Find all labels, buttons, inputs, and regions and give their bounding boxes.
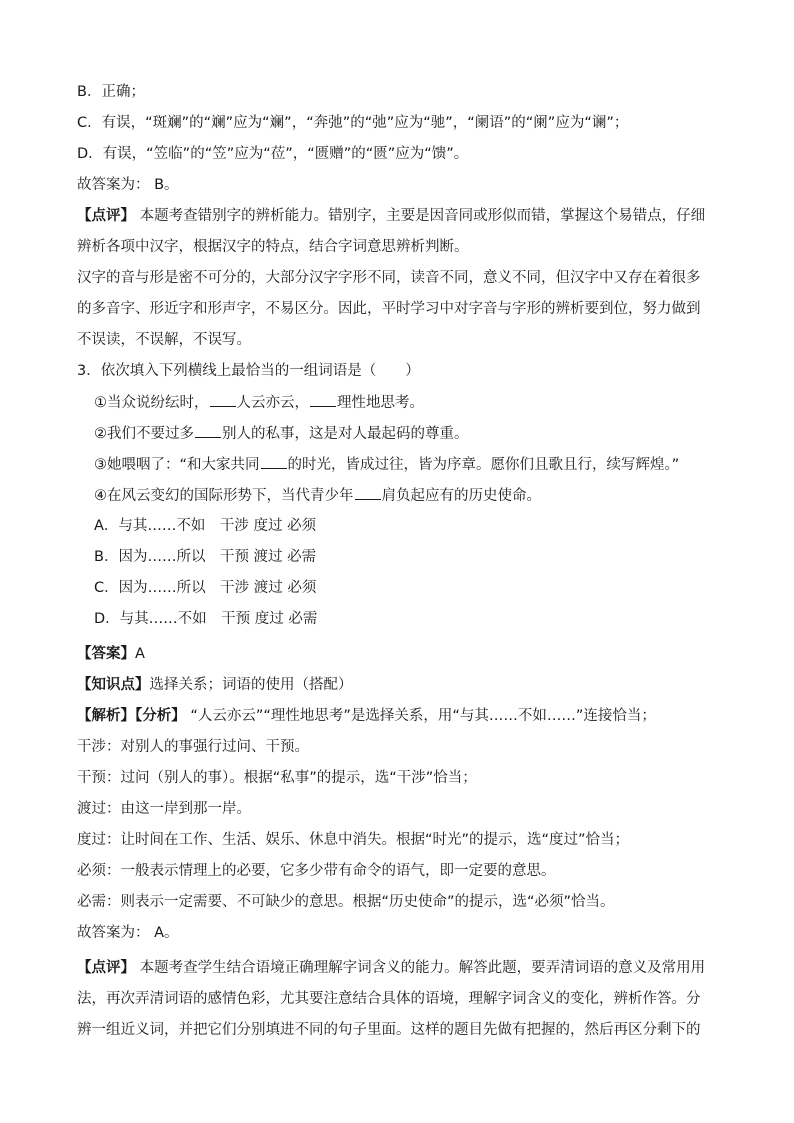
q3-explain-6: 必需：则表示一定需要、不可缺少的意思。根据“历史使命”的提示，选“必须”恰当。 <box>77 894 615 910</box>
q3-option-c: C．因为……所以 干涉 渡过 必须 <box>94 580 317 596</box>
comment-tag: 【点评】 <box>77 960 135 976</box>
q2-comment-line1 <box>77 206 717 226</box>
q2-para-line1: 汉字的音与形是密不可分的，大部分汉字字形不同，读音不同，意义不同，但汉字中又存在着很多 <box>77 270 701 286</box>
sentence-text: ③她喂咽了：“和大家共同 <box>94 457 260 473</box>
blank-line <box>261 454 287 469</box>
q2-option-b: B．正确； <box>77 84 145 100</box>
comment-text: 本题考查错别字的辨析能力。错别字，主要是因音同或形似而错，掌握这个易错点，仔细 <box>135 208 706 224</box>
q3-answer <box>77 644 717 664</box>
sentence-text: ②我们不要过多 <box>94 426 194 442</box>
q3-final-answer: 故答案为： A。 <box>77 925 179 941</box>
blank-line <box>355 485 381 500</box>
q2-para-line2: 的多音字、形近字和形声字，不易区分。因此，平时学习中对字音与字形的辨析要到位，努力做到 <box>77 301 701 317</box>
blank-line <box>210 392 236 407</box>
q3-sentence-2 <box>94 423 734 444</box>
q3-explain-1: 干涉：对别人的事强行过问、干预。 <box>77 739 309 755</box>
knowledge-tag: 【知识点】 <box>77 677 150 693</box>
q3-comment-line2: 法，再次弄清词语的感情色彩，尤其要注意结合具体的语境，理解字词含义的变化，辨析作答。分 <box>77 991 701 1007</box>
q3-explain-4: 度过：让时间在工作、生活、娱乐、休息中消失。根据“时光”的提示，选“度过”恰当； <box>77 832 630 848</box>
q3-analysis <box>77 706 717 726</box>
q3-comment-line3: 辨一组近义词，并把它们分别填进不同的句子里面。这样的题目先做有把握的，然后再区分剩下的 <box>77 1022 701 1038</box>
answer-value: A <box>135 646 145 662</box>
comment-tag: 【点评】 <box>77 208 135 224</box>
q3-sentence-4 <box>94 485 734 506</box>
answer-tag: 【答案】 <box>77 646 135 662</box>
q3-sentence-3 <box>94 454 734 475</box>
q3-option-b: B．因为……所以 干预 渡过 必需 <box>94 549 317 565</box>
q3-comment-line1 <box>77 958 717 978</box>
sentence-text: 人云亦云， <box>236 395 309 411</box>
q3-explain-2: 干预：过问（别人的事）。根据“私事”的提示，选“干涉”恰当； <box>77 770 477 786</box>
q3-sentence-1 <box>94 392 734 413</box>
blank-line <box>195 423 221 438</box>
q2-answer: 故答案为： B。 <box>77 177 179 193</box>
sentence-text: ④在风云变幻的国际形势下，当代青少年 <box>94 488 354 504</box>
sentence-text: 理性地思考。 <box>337 395 424 411</box>
q2-option-c: C．有误，“斑斓”的“斓”应为“斓”，“奔弛”的“弛”应为“驰”，“阑语”的“阑”应为“谰”； <box>77 115 629 131</box>
q3-explain-3: 渡过：由这一岸到那一岸。 <box>77 801 251 817</box>
comment-text: 本题考查学生结合语境正确理解字词含义的能力。解答此题，要弄清词语的意义及常用用 <box>135 960 706 976</box>
q2-comment-line2: 辨析各项中汉字，根据汉字的特点，结合字词意思辨析判断。 <box>77 239 469 255</box>
sentence-text: ①当众说纷纭时， <box>94 395 209 411</box>
q3-stem: 3．依次填入下列横线上最恰当的一组词语是（ ） <box>77 363 420 379</box>
sentence-text: 肩负起应有的历史使命。 <box>381 488 541 504</box>
blank-line <box>310 392 336 407</box>
q3-option-d: D．与其……不如 干预 度过 必需 <box>94 611 318 627</box>
knowledge-text: 选择关系；词语的使用（搭配） <box>149 677 353 693</box>
q2-option-d: D．有误，“笠临”的“笠”应为“莅”，“匮赠”的“匮”应为“馈”。 <box>77 146 469 162</box>
sentence-text: 的时光，皆成过往，皆为序章。愿你们且歌且行，续写辉煌。” <box>287 457 680 473</box>
q3-knowledge-point <box>77 675 717 695</box>
q2-para-line3: 不误读，不误解，不误写。 <box>77 332 251 348</box>
sentence-text: 别人的私事，这是对人最起码的尊重。 <box>222 426 469 442</box>
q3-option-a: A．与其……不如 干涉 度过 必须 <box>94 518 317 534</box>
analysis-tag: 【解析】【分析】 <box>77 708 186 724</box>
analysis-text: “人云亦云”“理性地思考”是选择关系，用“与其……不如……”连接恰当； <box>185 708 656 724</box>
q3-explain-5: 必须：一般表示情理上的必要，它多少带有命令的语气，即一定要的意思。 <box>77 863 556 879</box>
